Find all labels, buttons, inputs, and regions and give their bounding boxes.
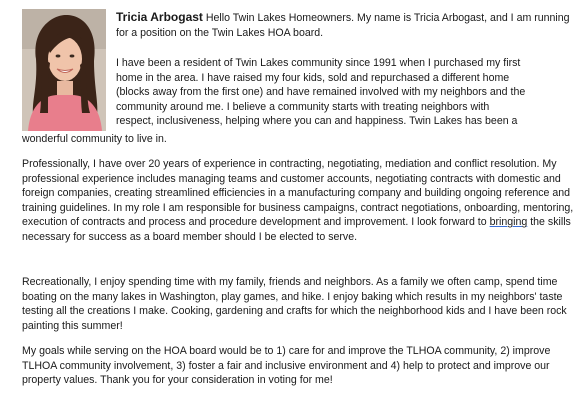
underlined-word: bringing (489, 216, 528, 229)
professional-text-end: the skills necessary for success as a board member should I be elected to serve. (22, 216, 571, 243)
goals-paragraph: My goals while serving on the HOA board would be to 1) care for and improve the TLHOA community, 2) improve TLHOA community involvement, 3) foster a fair and inclusive environment and 4) help to protect and improve our property values. Thank you for your consideration in voting for me! (22, 345, 551, 387)
residency-line: home in the area. I have raised my four kids, sold and repurchased a different home (116, 71, 510, 84)
residency-line: I have been a resident of Twin Lakes community since 1991 when I purchased my first (116, 57, 521, 69)
residency-paragraph-tail: wonderful community to live in. (22, 133, 167, 145)
intro-paragraph (116, 10, 578, 40)
residency-line: community around me. I believe a community starts with treating neighbors with (116, 100, 490, 113)
residency-line: respect, inclusiveness, helping where you can and happiness. Twin Lakes has been a (116, 115, 518, 128)
professional-text: Professionally, I have over 20 years of experience in contracting, negotiating, mediation and conflict resolution. My professional experience includes managing teams and customer accounts, negotiating contracts with domestic and foreign companies, creating streamlined efficiencies in a manufacturing company and building ongoing reference and training guidelines. In my role I am responsible for business campaigns, contract negotiations, onboarding, mentoring, execution of contracts and process and procedure development and improvement. I look forward to (22, 158, 574, 229)
intro-text: Hello Twin Lakes Homeowners. My name is Tricia Arbogast, and I am running for a position on the Twin Lakes HOA board. (116, 12, 570, 39)
professional-paragraph (22, 157, 582, 245)
candidate-name: Tricia Arbogast (116, 10, 203, 24)
recreation-paragraph: Recreationally, I enjoy spending time with my family, friends and neighbors. As a family we often camp, spend time boating on the many lakes in Washington, play games, and hike. I enjoy baking which results in my neighbors' taste testing all the creations I make. Cooking, gardening and crafts for which the neighborhood kids and I have been rock painting this summer! (22, 276, 567, 332)
residency-paragraph (116, 56, 578, 129)
candidate-portrait (22, 9, 106, 131)
residency-line: (blocks away from the first one) and have remained involved with my neighbors and the (116, 86, 526, 99)
